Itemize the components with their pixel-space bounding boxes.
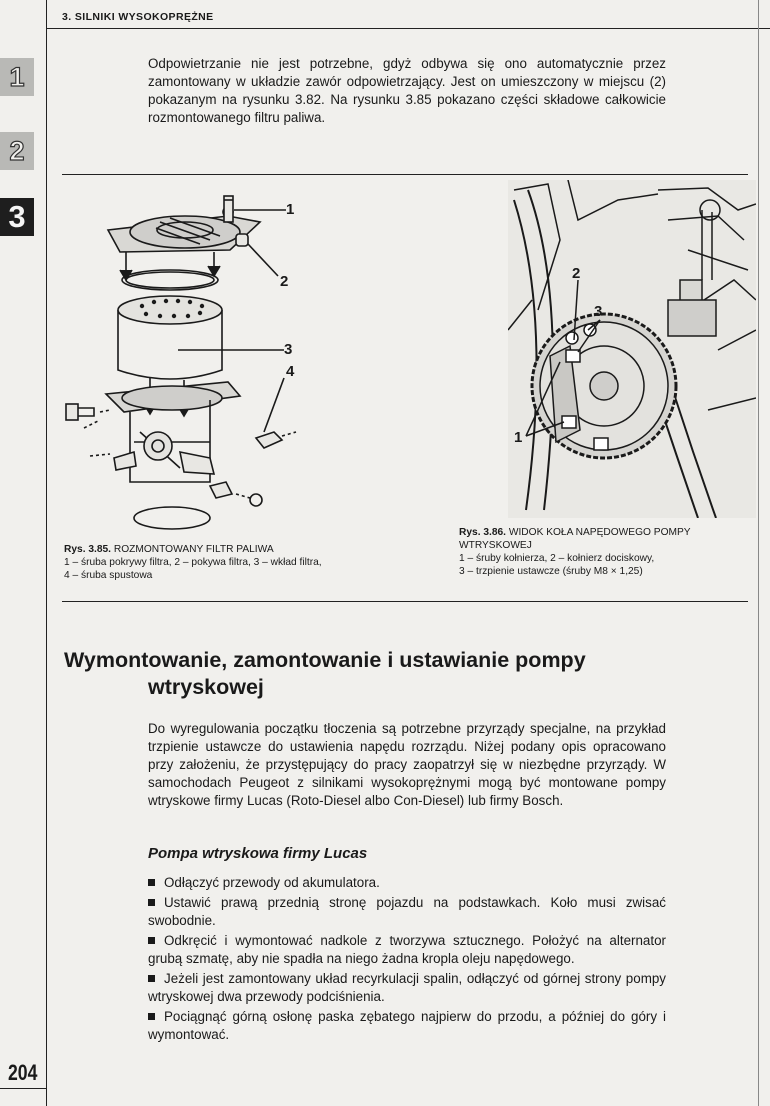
chapter-tab-2: 2	[0, 132, 34, 170]
caption-line: 1 – śruby kołnierza, 2 – kołnierz dociskowy,	[459, 553, 655, 564]
left-fig-label-4: 4	[286, 363, 295, 380]
list-item: Ustawić prawą przednią stronę pojazdu na podstawkach. Koło musi zwisać swobodnie.	[148, 895, 666, 928]
caption-number: Rys. 3.86.	[459, 527, 507, 538]
subsection-heading: Pompa wtryskowa firmy Lucas	[148, 845, 368, 862]
figure-top-rule	[62, 174, 748, 175]
steps-list	[148, 874, 666, 1044]
right-fig-label-1: 1	[514, 429, 523, 446]
bullet-icon	[148, 879, 155, 886]
list-item: Odkręcić i wymontować nadkole z tworzywa sztucznego. Położyć na alternator grubą szmatę, aby nie spadła na niego żadna kropla oleju napędowego.	[148, 933, 666, 966]
caption-line: 1 – śruba pokrywy filtra, 2 – pokywa filtra, 3 – wkład filtra,	[64, 557, 322, 568]
footer-rule	[0, 1088, 46, 1089]
section-heading-line2: wtryskowej	[148, 675, 264, 699]
margin-rule	[46, 0, 47, 1106]
caption-title-cont: WTRYSKOWEJ	[459, 540, 532, 551]
header-rule	[46, 28, 770, 29]
running-head: 3. SILNIKI WYSOKOPRĘŻNE	[62, 11, 214, 23]
list-item: Jeżeli jest zamontowany układ recyrkulacji spalin, odłączyć od górnej strony pompy wtryskowej dwa przewody podciśnienia.	[148, 971, 666, 1004]
list-item: Odłączyć przewody od akumulatora.	[148, 874, 666, 892]
left-fig-label-1: 1	[286, 201, 295, 218]
figure-3-85-caption	[64, 543, 404, 582]
caption-title: WIDOK KOŁA NAPĘDOWEGO POMPY	[508, 527, 691, 538]
bullet-icon	[148, 975, 155, 982]
bullet-icon	[148, 937, 155, 944]
pump-sprocket-illustration	[508, 180, 756, 518]
left-fig-label-2: 2	[280, 273, 289, 290]
section-heading-line1: Wymontowanie, zamontowanie i ustawianie pompy	[64, 648, 586, 672]
caption-line: 3 – trzpienie ustawcze (śruby M8 × 1,25)	[459, 566, 643, 577]
bullet-icon	[148, 1013, 155, 1020]
figure-3-86-caption	[459, 526, 759, 578]
caption-title: ROZMONTOWANY FILTR PALIWA	[113, 544, 274, 555]
fuel-filter-illustration	[60, 182, 390, 538]
section-heading	[64, 647, 664, 701]
caption-number: Rys. 3.85.	[64, 544, 112, 555]
bullet-icon	[148, 899, 155, 906]
caption-line: 4 – śruba spustowa	[64, 570, 153, 581]
right-fig-label-3: 3	[594, 303, 603, 320]
chapter-tab-3: 3	[0, 198, 34, 236]
intro-paragraph: Odpowietrzanie nie jest potrzebne, gdyż odbywa się ono automatycznie przez zamontowany w układzie zawór odpowietrzający. Jest on umieszczony w miejscu (2) pokazanym na rysunku 3.82. Na rysunku 3.85 pokazano części składowe całkowicie rozmontowanego filtru paliwa.	[148, 56, 666, 125]
chapter-tab-1: 1	[0, 58, 34, 96]
list-item: Pociągnąć górną osłonę paska zębatego najpierw do przodu, a później do góry i wymontować.	[148, 1009, 666, 1042]
figure-bottom-rule	[62, 601, 748, 602]
page-number: 204	[8, 1060, 38, 1085]
section-paragraph: Do wyregulowania początku tłoczenia są potrzebne przyrządy specjalne, na przykład trzpienie ustawcze do ustawienia napędu rozrządu. Niżej podany opis opracowano przy założeniu, że przystępujący do pracy zaopatrzył się w niezbędne przyrządy. W samochodach Peugeot z silnikami wysokoprężnymi mogą być montowane pompy wtryskowe firmy Lucas (Roto-Diesel albo Con-Diesel) lub firmy Bosch.	[148, 721, 666, 808]
right-fig-label-2: 2	[572, 265, 581, 282]
left-fig-label-3: 3	[284, 341, 293, 358]
